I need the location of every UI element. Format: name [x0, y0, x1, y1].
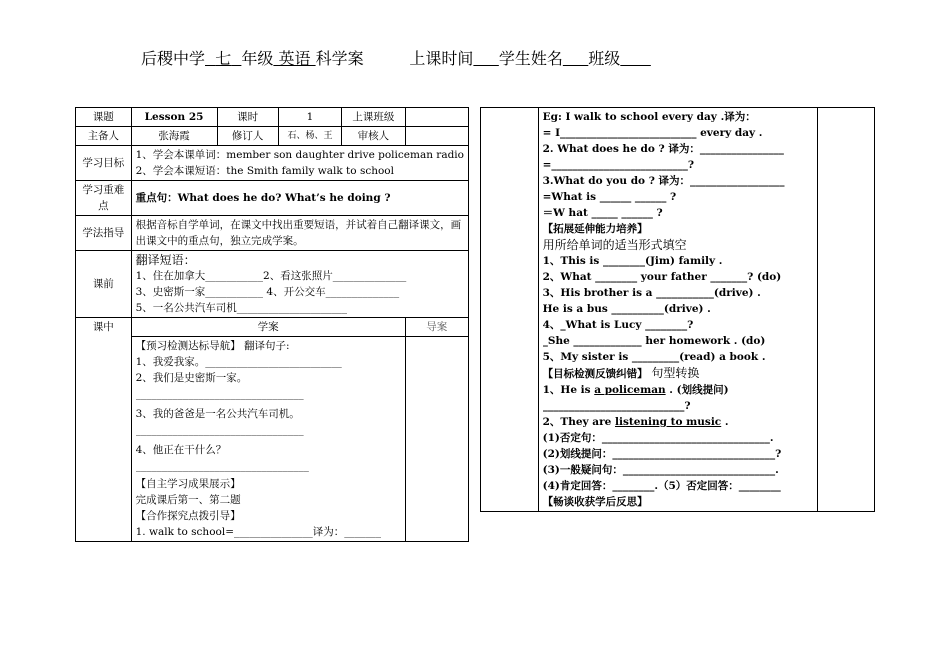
- row-goals: [76, 146, 469, 181]
- row-course: [76, 108, 469, 127]
- right-row: [481, 108, 875, 512]
- label-period: 课时: [217, 108, 278, 127]
- col-study-plan: 学案: [131, 318, 405, 337]
- left-table: [75, 107, 469, 542]
- col-guide-plan: 导案: [405, 318, 468, 337]
- pre-class-content: 翻译短语： 1、住在加拿大___________2、看这张照片______________ 3、史密斯一家___________ 4、开公交车______________ 5、一名公共汽车司机_____________________: [131, 251, 468, 318]
- right-table: [480, 107, 875, 512]
- row-in-class-body: [76, 337, 469, 542]
- value-topic: Lesson 25: [131, 108, 217, 127]
- row-authors: [76, 127, 469, 146]
- guide-plan-cell[interactable]: [405, 337, 468, 542]
- value-reviser: 石、杨、王: [278, 127, 341, 146]
- label-method: 学法指导: [76, 216, 132, 251]
- label-topic: 课题: [76, 108, 132, 127]
- row-in-class-header: [76, 318, 469, 337]
- label-key-points: 学习重难点: [76, 181, 132, 216]
- row-method: [76, 216, 469, 251]
- row-pre-class: [76, 251, 469, 318]
- label-pre-class: 课前: [76, 251, 132, 318]
- fill-title: 用所给单词的适当形式填空: [542, 238, 687, 252]
- worksheet-title: 后稷中学 七 年级 英语 科学案 上课时间 学生姓名 班级: [141, 49, 621, 68]
- value-preparer: 张海霞: [131, 127, 217, 146]
- label-reviser: 修订人: [217, 127, 278, 146]
- transform-title: 【目标检测反馈纠错】 句型转换: [542, 366, 700, 380]
- goals-text: 1、学会本课单词：member son daughter drive policeman radio 2、学会本课短语：the Smith family walk to school: [131, 146, 468, 181]
- value-period: 1: [278, 108, 341, 127]
- value-class[interactable]: [405, 108, 468, 127]
- method-text: 根据音标自学单词，在课文中找出重要短语，并试着自己翻译课文，画出课文中的重点句，独立完成学案。: [131, 216, 468, 251]
- label-reviewer: 审核人: [342, 127, 405, 146]
- label-class: 上课班级: [342, 108, 405, 127]
- label-preparer: 主备人: [76, 127, 132, 146]
- right-guide-margin[interactable]: [818, 108, 875, 512]
- in-class-content: 【预习检测达标导航】 翻译句子: 1、我爱我家。__________________________ 2、我们是史密斯一家。 ________________________________ 3、我的爸爸是一名公共汽车司机。 ________________________________ 4、他正在干什么？ _________________________________ 【自主学习成果展示】 完成课后第一、第二题 【合作探究点拨引导】 1. walk to school=_______________译为：_______: [131, 337, 405, 542]
- row-key-points: [76, 181, 469, 216]
- key-points-text: 重点句：What does he do? What’s he doing ?: [131, 181, 468, 216]
- label-in-class: 课中: [76, 318, 132, 542]
- label-goals: 学习目标: [76, 146, 132, 181]
- right-left-margin: [481, 108, 539, 512]
- right-content: Eg: I walk to school every day .译为： = I__________________________ every day . 2. What does he do ? 译为：________________ =__________________________? 3.What do you do ? 译为：__________________ =What is ______ ______ ? ＝W hat _____ ______ ? 【拓展延伸能力培养】 用所给单词的适当形式填空 1、This is ________(Jim) family . 2、What ________ your father _______? (do) 3、His brother is a ___________(drive) . He is a bus __________(drive) . 4、_What is Lucy ________? _She _____________ her homework . (do) 5、My sister is _________(read) a book . 【目标检测反馈纠错】 句型转换 1、He is a policeman . (划线提问) ___________________________? 2、They are listening to music . (1)否定句：________________________________. (2)划线提问：_______________________________? (3)一般疑问句：_____________________________. (4)肯定回答：________.（5）否定回答：________ 【畅谈收获学后反思】: [538, 108, 818, 512]
- value-reviewer[interactable]: [405, 127, 468, 146]
